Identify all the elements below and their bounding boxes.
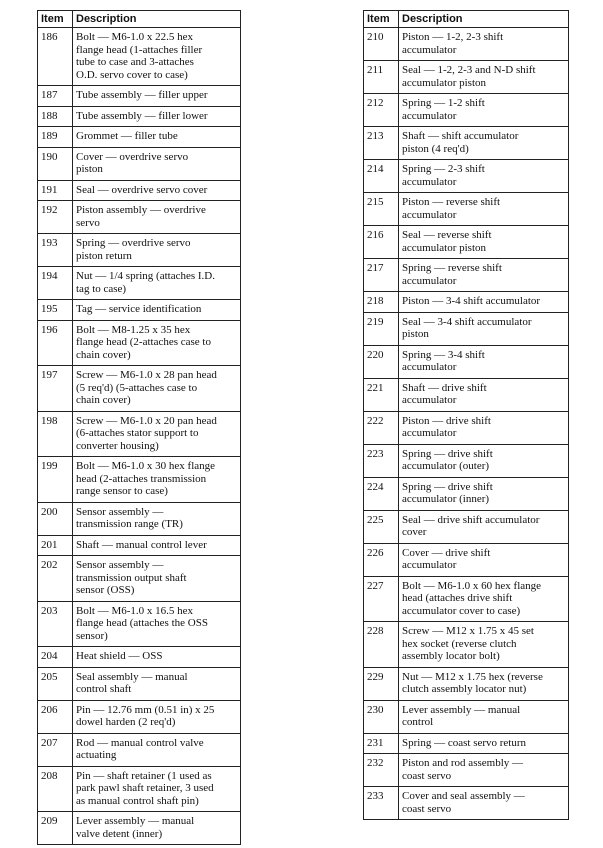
item-description: Piston — 1-2, 2-3 shift accumulator <box>399 28 569 61</box>
item-description: Spring — overdrive servo piston return <box>73 234 241 267</box>
item-number: 222 <box>364 411 399 444</box>
item-description: Seal assembly — manual control shaft <box>73 667 241 700</box>
item-description: Cover and seal assembly — coast servo <box>399 787 569 820</box>
item-description: Tube assembly — filler upper <box>73 86 241 107</box>
table-row <box>38 502 241 535</box>
item-number: 186 <box>38 28 73 86</box>
item-description: Sensor assembly — transmission output shaft sensor (OSS) <box>73 556 241 602</box>
item-number: 214 <box>364 160 399 193</box>
item-description: Screw — M6-1.0 x 28 pan head (5 req'd) (5-attaches case to chain cover) <box>73 366 241 412</box>
item-number: 207 <box>38 733 73 766</box>
table-row <box>38 86 241 107</box>
item-number: 223 <box>364 444 399 477</box>
item-description: Rod — manual control valve actuating <box>73 733 241 766</box>
item-description: Tube assembly — filler lower <box>73 106 241 127</box>
table-row <box>364 787 569 820</box>
item-description: Spring — 3-4 shift accumulator <box>399 345 569 378</box>
table-row <box>364 127 569 160</box>
item-number: 216 <box>364 226 399 259</box>
table-row <box>38 106 241 127</box>
item-number: 224 <box>364 477 399 510</box>
item-number: 211 <box>364 61 399 94</box>
item-description: Shaft — shift accumulator piston (4 req'd) <box>399 127 569 160</box>
table-row <box>38 535 241 556</box>
item-number: 204 <box>38 647 73 668</box>
item-description: Bolt — M6-1.0 x 16.5 hex flange head (attaches the OSS sensor) <box>73 601 241 647</box>
item-number: 201 <box>38 535 73 556</box>
item-number: 230 <box>364 700 399 733</box>
item-number: 218 <box>364 292 399 313</box>
table-row <box>364 378 569 411</box>
item-number: 212 <box>364 94 399 127</box>
item-number: 205 <box>38 667 73 700</box>
item-description: Spring — drive shift accumulator (inner) <box>399 477 569 510</box>
table-row <box>364 28 569 61</box>
table-row <box>364 94 569 127</box>
table-row <box>364 259 569 292</box>
table-row <box>38 147 241 180</box>
parts-table-right <box>363 10 569 820</box>
table-row <box>38 234 241 267</box>
item-description: Tag — service identification <box>73 300 241 321</box>
item-description: Spring — 2-3 shift accumulator <box>399 160 569 193</box>
item-description: Spring — reverse shift accumulator <box>399 259 569 292</box>
table-row <box>364 193 569 226</box>
item-description: Lever assembly — manual valve detent (inner) <box>73 812 241 845</box>
item-description: Spring — 1-2 shift accumulator <box>399 94 569 127</box>
item-description: Nut — M12 x 1.75 hex (reverse clutch assembly locator nut) <box>399 667 569 700</box>
item-number: 200 <box>38 502 73 535</box>
item-number: 192 <box>38 201 73 234</box>
item-description: Seal — reverse shift accumulator piston <box>399 226 569 259</box>
item-number: 219 <box>364 312 399 345</box>
item-description: Spring — drive shift accumulator (outer) <box>399 444 569 477</box>
item-number: 209 <box>38 812 73 845</box>
description-column-header: Description <box>73 11 241 28</box>
table-row <box>364 226 569 259</box>
item-number: 190 <box>38 147 73 180</box>
table-row <box>38 556 241 602</box>
item-description: Cover — overdrive servo piston <box>73 147 241 180</box>
table-row <box>364 160 569 193</box>
item-description: Seal — 1-2, 2-3 and N-D shift accumulator piston <box>399 61 569 94</box>
item-description: Piston assembly — overdrive servo <box>73 201 241 234</box>
item-number: 210 <box>364 28 399 61</box>
table-row <box>38 812 241 845</box>
item-description: Shaft — manual control lever <box>73 535 241 556</box>
item-number: 195 <box>38 300 73 321</box>
table-row <box>38 267 241 300</box>
item-number: 228 <box>364 622 399 668</box>
table-row <box>38 766 241 812</box>
item-number: 233 <box>364 787 399 820</box>
table-row <box>38 647 241 668</box>
item-number: 203 <box>38 601 73 647</box>
item-number: 232 <box>364 754 399 787</box>
table-row <box>38 127 241 148</box>
table-row <box>364 312 569 345</box>
item-description: Nut — 1/4 spring (attaches I.D. tag to case) <box>73 267 241 300</box>
table-row <box>364 345 569 378</box>
item-description: Piston and rod assembly — coast servo <box>399 754 569 787</box>
item-description: Screw — M12 x 1.75 x 45 set hex socket (reverse clutch assembly locator bolt) <box>399 622 569 668</box>
item-number: 231 <box>364 733 399 754</box>
table-row <box>38 601 241 647</box>
item-number: 225 <box>364 510 399 543</box>
item-description: Seal — overdrive servo cover <box>73 180 241 201</box>
item-number: 187 <box>38 86 73 107</box>
item-column-header: Item <box>364 11 399 28</box>
table-row <box>364 411 569 444</box>
table-row <box>38 28 241 86</box>
table-row <box>364 576 569 622</box>
table-row <box>38 457 241 503</box>
table-row <box>38 366 241 412</box>
item-description: Spring — coast servo return <box>399 733 569 754</box>
table-row <box>364 510 569 543</box>
description-column-header: Description <box>399 11 569 28</box>
item-number: 227 <box>364 576 399 622</box>
item-number: 229 <box>364 667 399 700</box>
table-row <box>364 667 569 700</box>
item-number: 202 <box>38 556 73 602</box>
item-description: Piston — reverse shift accumulator <box>399 193 569 226</box>
item-number: 215 <box>364 193 399 226</box>
item-description: Grommet — filler tube <box>73 127 241 148</box>
table-row <box>364 477 569 510</box>
item-column-header: Item <box>38 11 73 28</box>
item-number: 188 <box>38 106 73 127</box>
item-number: 189 <box>38 127 73 148</box>
item-description: Sensor assembly — transmission range (TR) <box>73 502 241 535</box>
item-number: 208 <box>38 766 73 812</box>
table-row <box>38 700 241 733</box>
table-row <box>364 61 569 94</box>
table-row <box>364 543 569 576</box>
item-description: Screw — M6-1.0 x 20 pan head (6-attaches stator support to converter housing) <box>73 411 241 457</box>
item-description: Heat shield — OSS <box>73 647 241 668</box>
item-description: Pin — 12.76 mm (0.51 in) x 25 dowel harden (2 req'd) <box>73 700 241 733</box>
item-number: 194 <box>38 267 73 300</box>
table-row <box>364 754 569 787</box>
item-number: 206 <box>38 700 73 733</box>
table-row <box>364 622 569 668</box>
table-row <box>38 733 241 766</box>
item-description: Bolt — M6-1.0 x 60 hex flange head (attaches drive shift accumulator cover to case) <box>399 576 569 622</box>
table-row <box>364 292 569 313</box>
item-description: Bolt — M6-1.0 x 30 hex flange head (2-attaches transmission range sensor to case) <box>73 457 241 503</box>
table-row <box>38 411 241 457</box>
item-number: 221 <box>364 378 399 411</box>
item-description: Bolt — M6-1.0 x 22.5 hex flange head (1-attaches filler tube to case and 3-attaches O.D. servo cover to case) <box>73 28 241 86</box>
table-row <box>364 700 569 733</box>
item-description: Piston — drive shift accumulator <box>399 411 569 444</box>
item-description: Piston — 3-4 shift accumulator <box>399 292 569 313</box>
item-number: 226 <box>364 543 399 576</box>
item-number: 196 <box>38 320 73 366</box>
item-description: Lever assembly — manual control <box>399 700 569 733</box>
table-row <box>38 201 241 234</box>
table-row <box>38 320 241 366</box>
item-number: 197 <box>38 366 73 412</box>
table-header-row <box>38 11 241 28</box>
item-description: Shaft — drive shift accumulator <box>399 378 569 411</box>
item-number: 193 <box>38 234 73 267</box>
item-number: 220 <box>364 345 399 378</box>
item-description: Bolt — M8-1.25 x 35 hex flange head (2-attaches case to chain cover) <box>73 320 241 366</box>
table-row <box>364 733 569 754</box>
item-description: Seal — drive shift accumulator cover <box>399 510 569 543</box>
table-header-row <box>364 11 569 28</box>
item-description: Cover — drive shift accumulator <box>399 543 569 576</box>
table-row <box>38 667 241 700</box>
item-number: 199 <box>38 457 73 503</box>
table-row <box>364 444 569 477</box>
table-row <box>38 300 241 321</box>
item-number: 213 <box>364 127 399 160</box>
item-description: Pin — shaft retainer (1 used as park pawl shaft retainer, 3 used as manual control shaft pin) <box>73 766 241 812</box>
item-number: 217 <box>364 259 399 292</box>
item-number: 191 <box>38 180 73 201</box>
item-number: 198 <box>38 411 73 457</box>
item-description: Seal — 3-4 shift accumulator piston <box>399 312 569 345</box>
parts-table-left <box>37 10 241 845</box>
table-row <box>38 180 241 201</box>
